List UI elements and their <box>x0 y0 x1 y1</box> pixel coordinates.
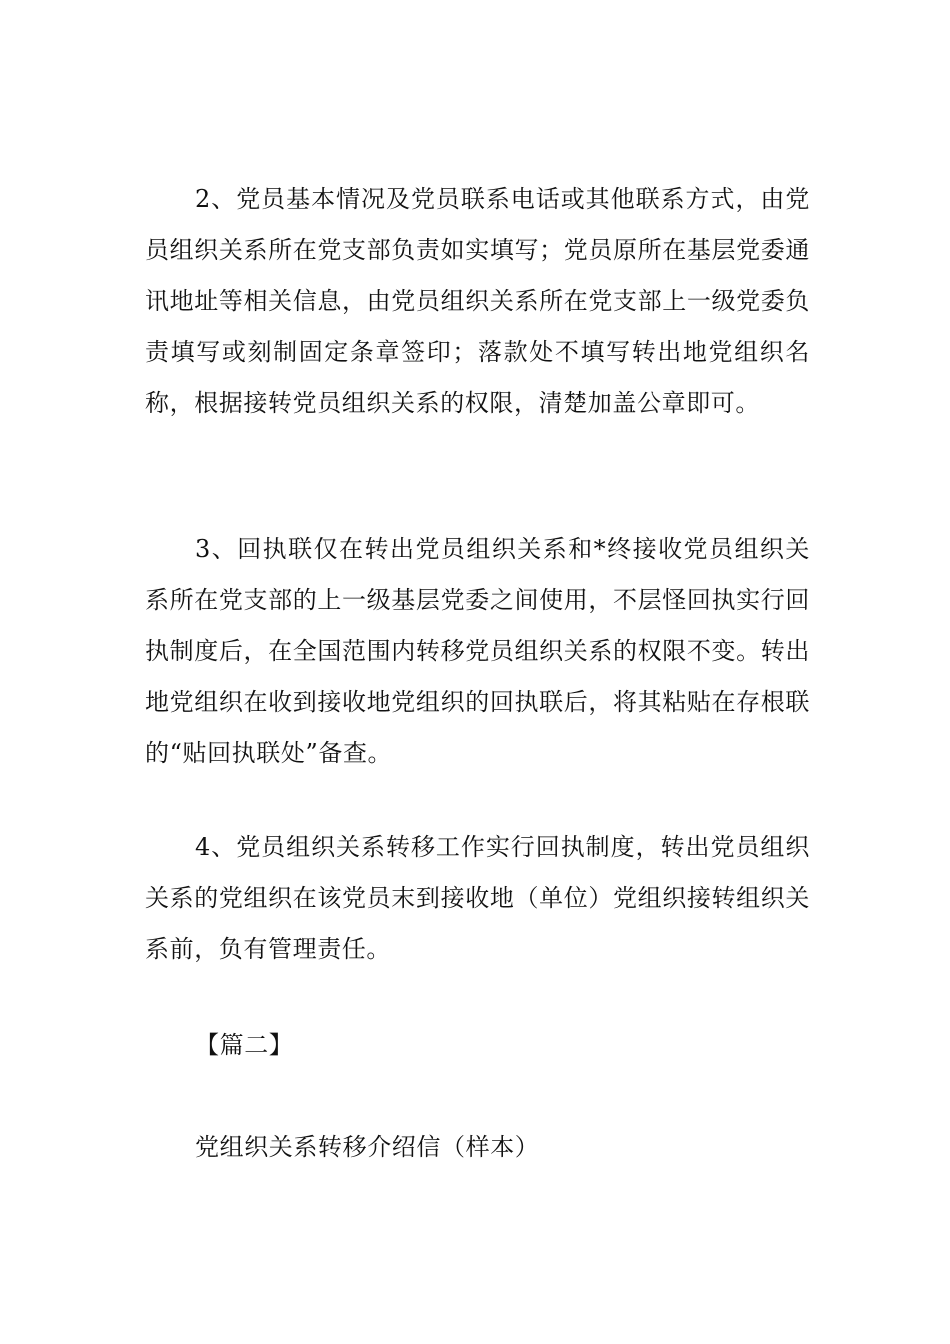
document-subtitle: 党组织关系转移介绍信（样本） <box>195 1133 540 1161</box>
paragraph-item-4: 4、党员组织关系转移工作实行回执制度，转出党员组织关系的党组织在该党员末到接收地（单位）党组织接转组织关系前，负有管理责任。 <box>145 833 810 963</box>
paragraph-item-2: 2、党员基本情况及党员联系电话或其他联系方式，由党员组织关系所在党支部负责如实填写；党员原所在基层党委通讯地址等相关信息，由党员组织关系所在党支部上一级党委负责填写或刻制固定条章签印；落款处不填写转出地党组织名称，根据接转党员组织关系的权限，清楚加盖公章即可。 <box>145 185 810 417</box>
section-heading: 【篇二】 <box>195 1031 294 1059</box>
paragraph-item-3: 3、回执联仅在转出党员组织关系和*终接收党员组织关系所在党支部的上一级基层党委之间使用，不层怪回执实行回执制度后，在全国范围内转移党员组织关系的权限不变。转出地党组织在收到接收地党组织的回执联后，将其粘贴在存根联的“贴回执联处”备查。 <box>145 535 810 767</box>
